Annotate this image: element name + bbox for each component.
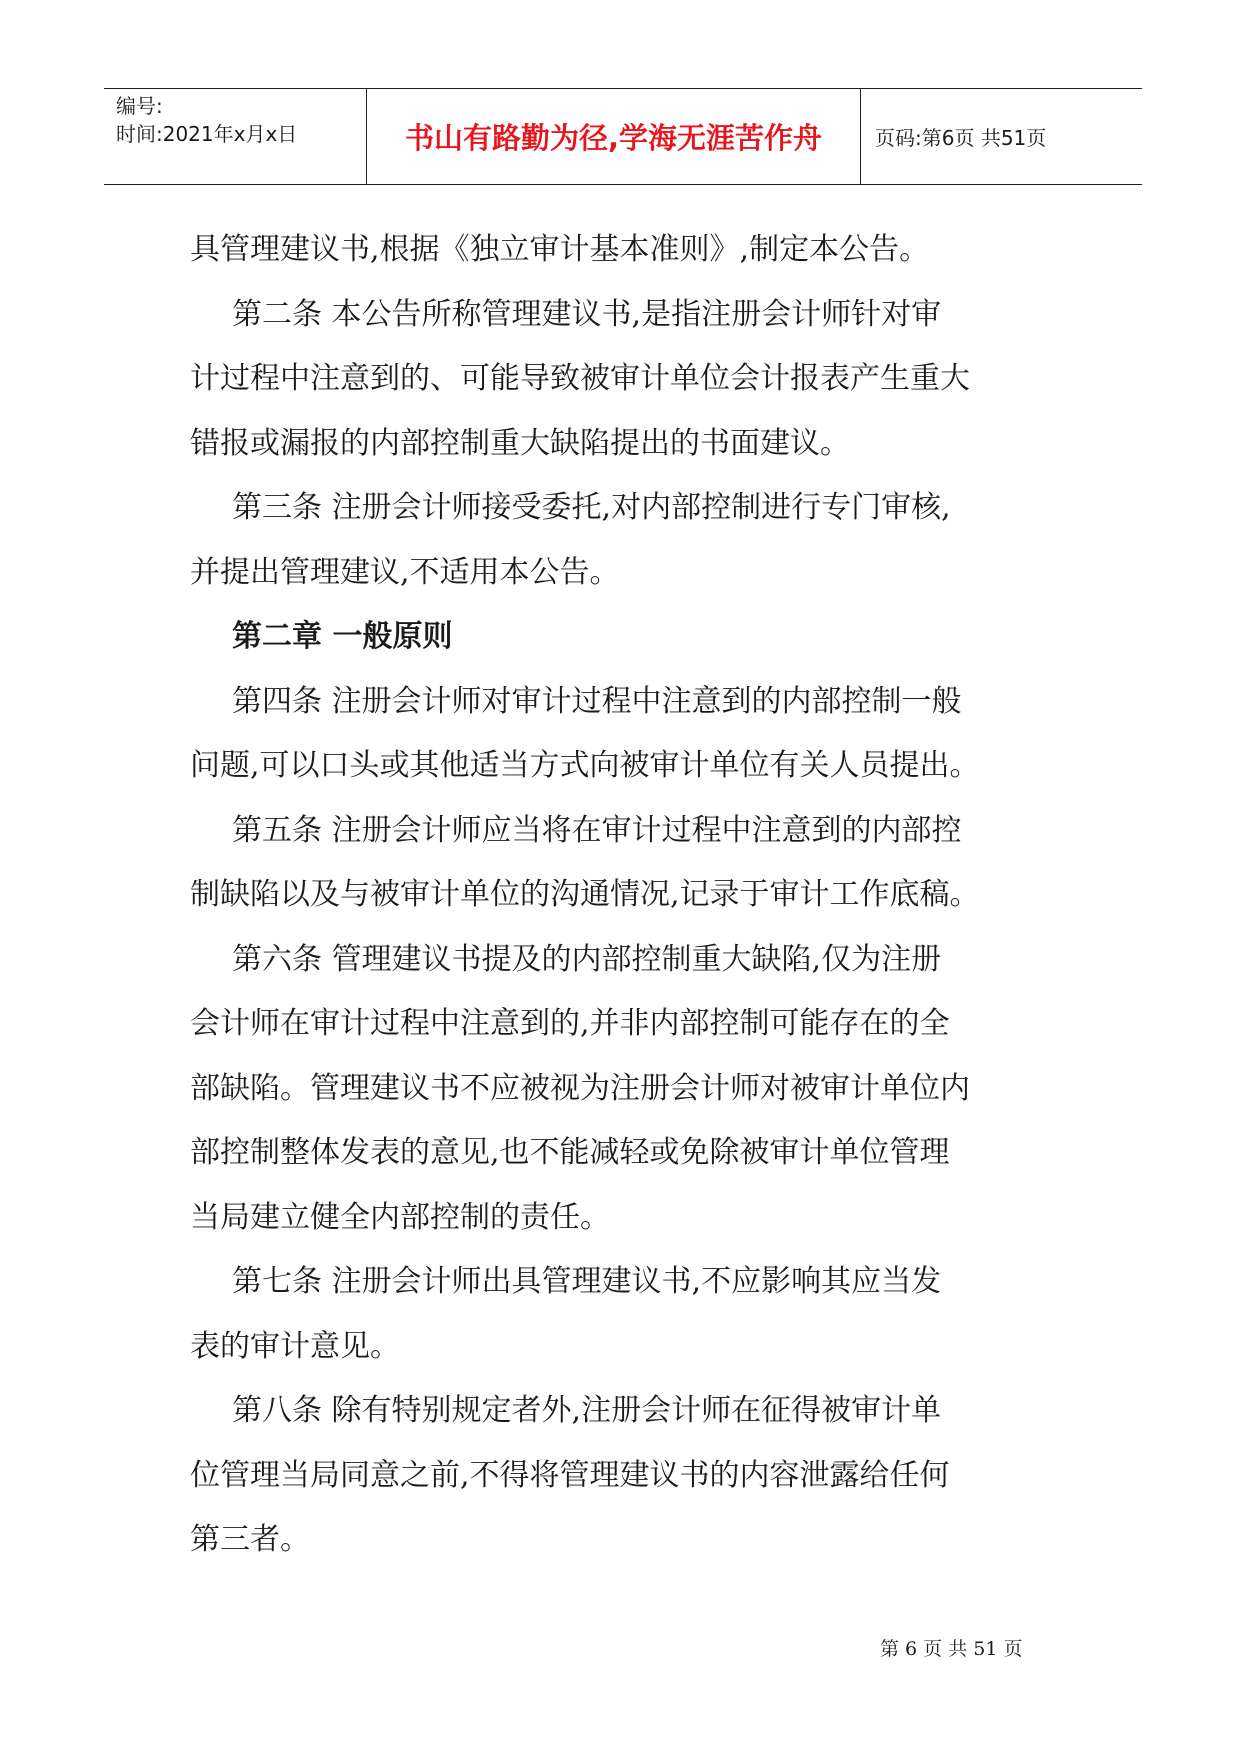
article-6-line: 第六条 管理建议书提及的内部控制重大缺陷,仅为注册 (232, 941, 942, 977)
text-line: 位管理当局同意之前,不得将管理建议书的内容泄露给任何 (190, 1457, 950, 1493)
text-line: 表的审计意见。 (190, 1328, 400, 1364)
page-header (104, 88, 1142, 185)
article-7-line: 第七条 注册会计师出具管理建议书,不应影响其应当发 (232, 1264, 942, 1299)
header-motto: 书山有路勤为径,学海无涯苦作舟 (367, 89, 861, 184)
text-line: 制缺陷以及与被审计单位的沟通情况,记录于审计工作底稿。 (190, 877, 980, 912)
text-line: 具管理建议书,根据《独立审计基本准则》,制定本公告。 (190, 232, 930, 267)
article-8-line: 第八条 除有特别规定者外,注册会计师在征得被审计单 (232, 1393, 942, 1428)
text-line: 计过程中注意到的、可能导致被审计单位会计报表产生重大 (190, 361, 970, 396)
document-body (190, 218, 1070, 1573)
article-5-line: 第五条 注册会计师应当将在审计过程中注意到的内部控 (232, 812, 962, 848)
article-2-line: 第二条 本公告所称管理建议书,是指注册会计师针对审 (232, 296, 942, 332)
number-label: 编号: (116, 94, 163, 118)
text-line: 第三者。 (190, 1522, 310, 1557)
chapter-heading: 第二章 一般原则 (232, 619, 453, 654)
text-line: 部控制整体发表的意见,也不能减轻或免除被审计单位管理 (190, 1135, 950, 1170)
text-line: 问题,可以口头或其他适当方式向被审计单位有关人员提出。 (190, 748, 980, 783)
header-page-code: 页码:第6页 共51页 (875, 126, 1047, 150)
page-footer: 第 6 页 共 51 页 (880, 1638, 1023, 1660)
text-line: 部缺陷。管理建议书不应被视为注册会计师对被审计单位内 (190, 1070, 970, 1106)
text-line: 并提出管理建议,不适用本公告。 (190, 554, 620, 590)
text-line: 错报或漏报的内部控制重大缺陷提出的书面建议。 (190, 425, 850, 461)
article-3-line: 第三条 注册会计师接受委托,对内部控制进行专门审核, (232, 490, 951, 525)
text-line: 会计师在审计过程中注意到的,并非内部控制可能存在的全 (190, 1006, 950, 1041)
time-label: 时间:2021年x月x日 (116, 122, 298, 146)
text-line: 当局建立健全内部控制的责任。 (190, 1199, 610, 1235)
header-meta (104, 89, 367, 184)
article-4-line: 第四条 注册会计师对审计过程中注意到的内部控制一般 (232, 683, 962, 719)
